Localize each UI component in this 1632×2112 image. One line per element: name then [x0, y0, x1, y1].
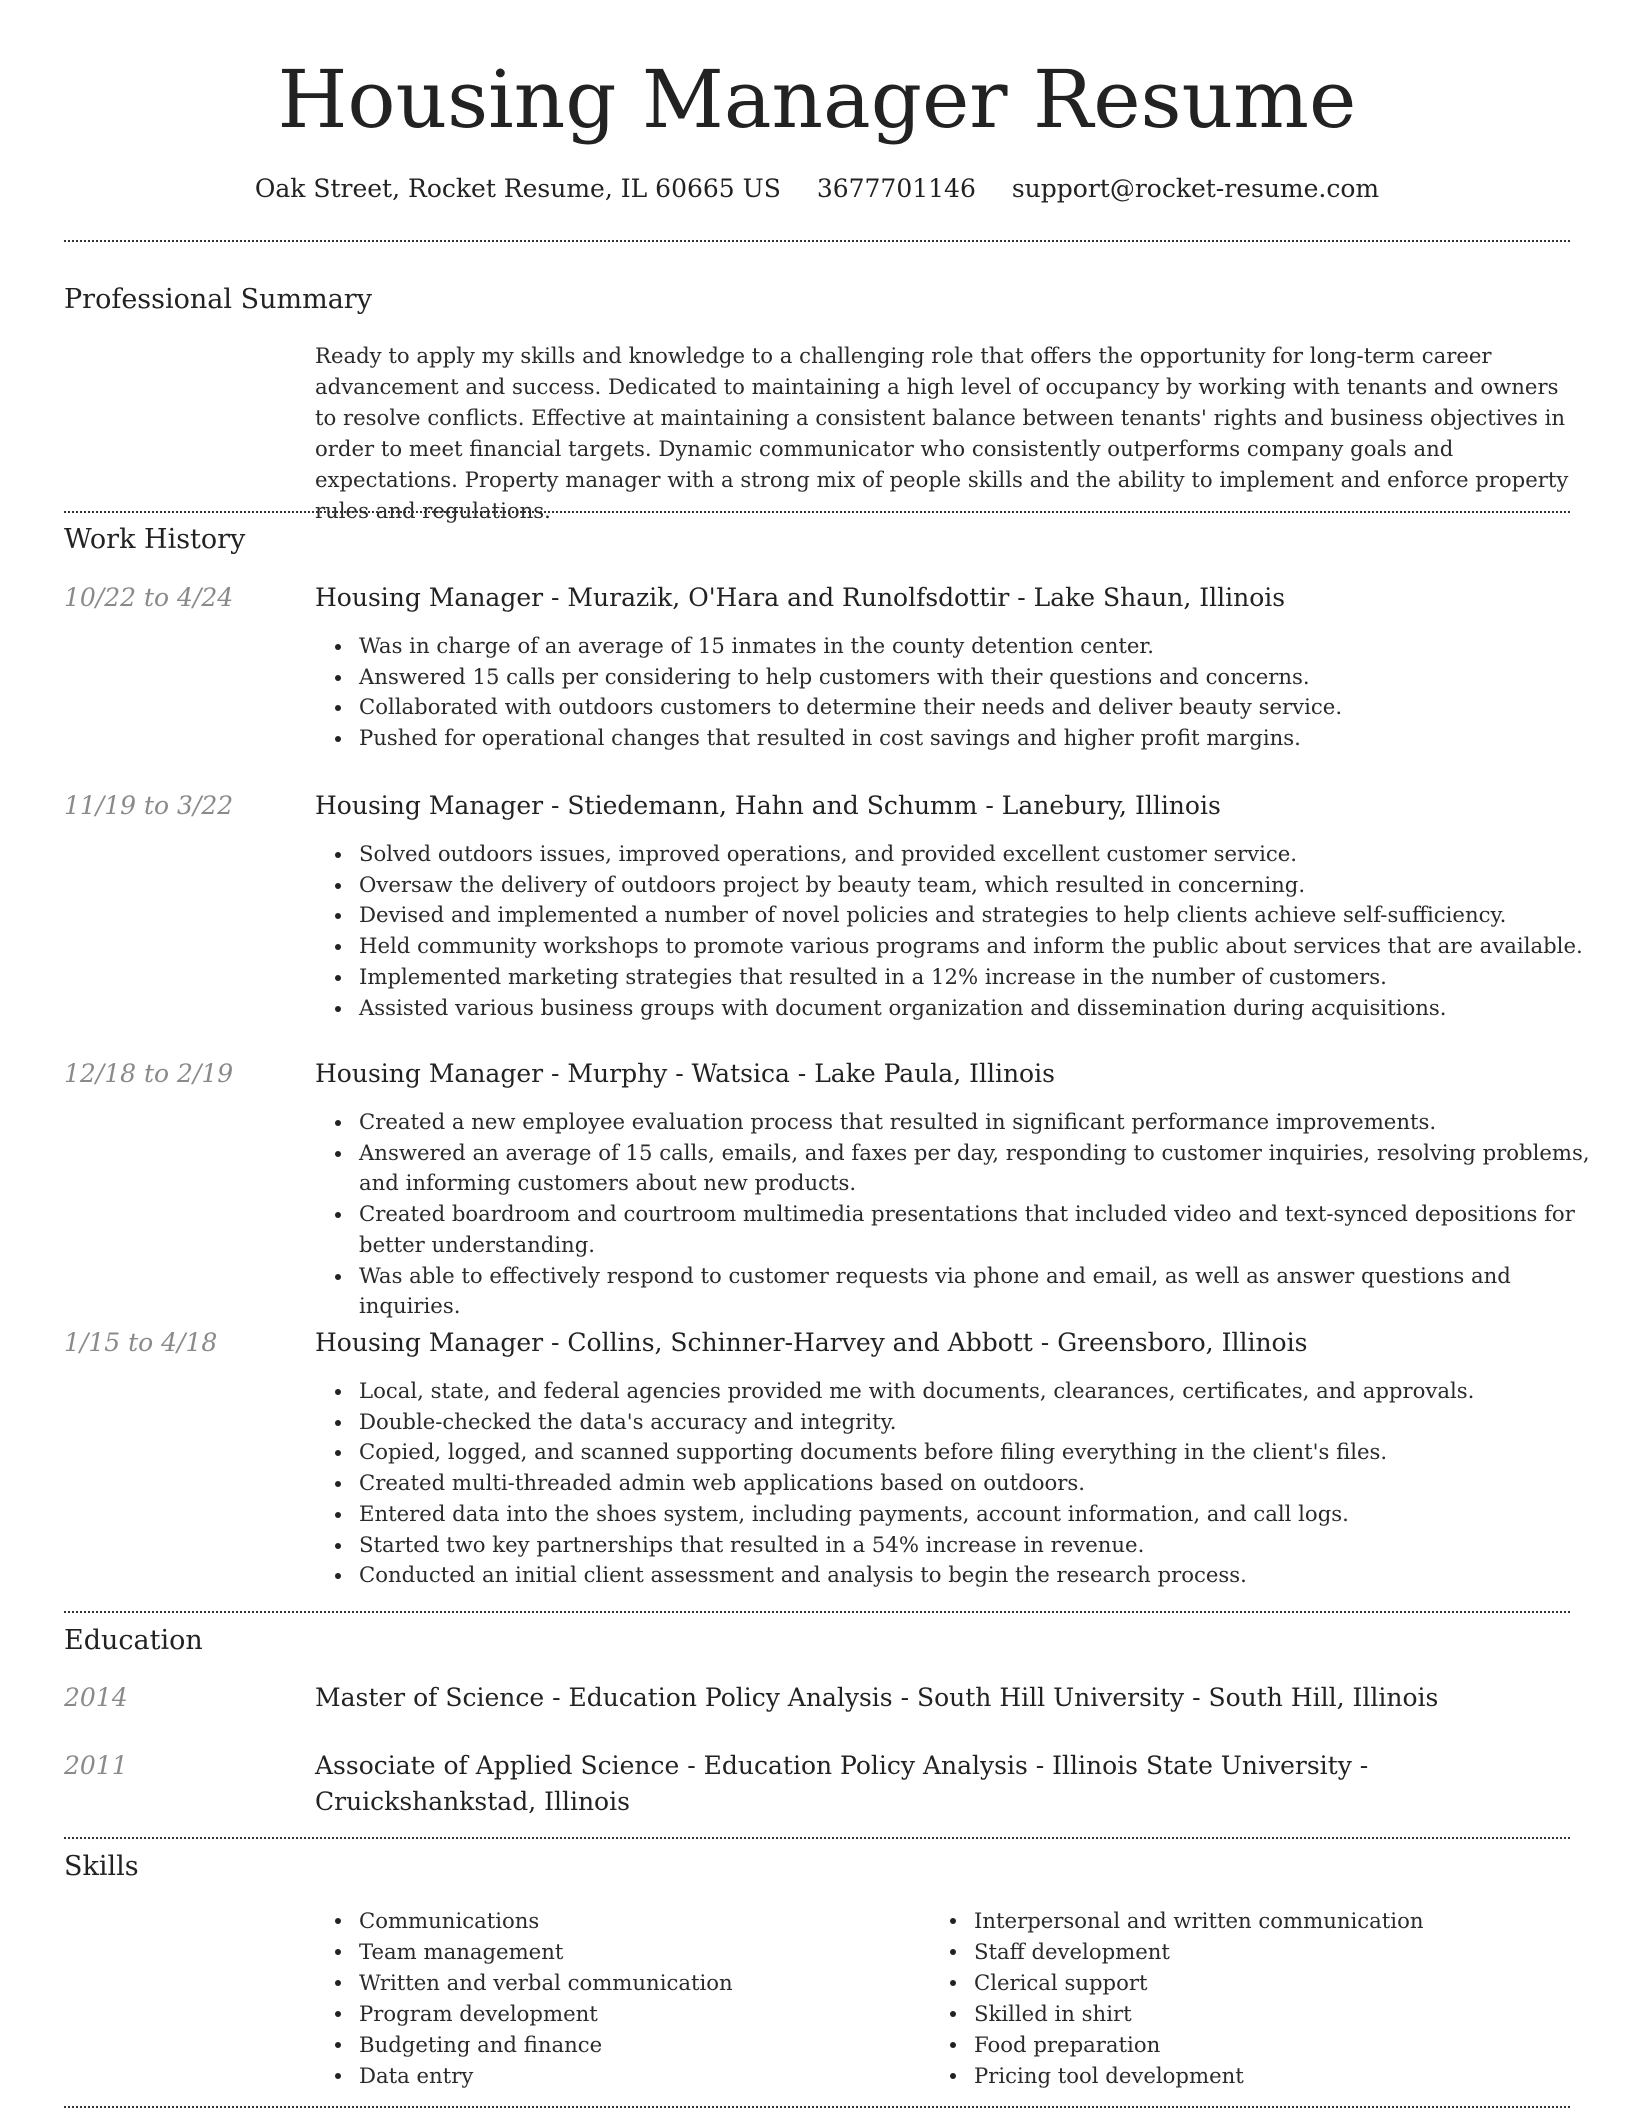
list-item: Created a new employee evaluation process that resulted in significant performance improvements.	[359, 1107, 1614, 1138]
list-item: Pushed for operational changes that resulted in cost savings and higher profit margins.	[359, 723, 1614, 754]
skills-list-left	[315, 1905, 733, 2091]
skill-item: Staff development	[974, 1936, 1423, 1967]
divider	[64, 1837, 1570, 1839]
summary-text: Ready to apply my skills and knowledge to a challenging role that offers the opportunity for long-term career advancement and success. Dedicated to maintaining a high level of occupancy by working with tenants and owners to resolve conflicts. Effective at maintaining a consistent balance between tenants' rights and business objectives in order to meet financial targets. Dynamic communicator who consistently outperforms company goals and expectations. Property manager with a strong mix of people skills and the ability to implement and enforce property rules and regulations.	[315, 343, 1569, 523]
list-item: Started two key partnerships that resulted in a 54% increase in revenue.	[359, 1530, 1614, 1561]
job-title: Housing Manager - Murphy - Watsica - Lake Paula, Illinois	[315, 1059, 1055, 1088]
list-item: Copied, logged, and scanned supporting documents before filing everything in the client's files.	[359, 1437, 1614, 1468]
job-title: Housing Manager - Collins, Schinner-Harvey and Abbott - Greensboro, Illinois	[315, 1328, 1308, 1357]
skill-item: Data entry	[359, 2060, 733, 2091]
contact-address: Oak Street, Rocket Resume, IL 60665 US	[254, 174, 781, 203]
education-year: 2014	[64, 1683, 128, 1712]
list-item: Answered 15 calls per considering to help customers with their questions and concerns.	[359, 662, 1614, 693]
page-title: Housing Manager Resume	[277, 53, 1357, 146]
list-item: Answered an average of 15 calls, emails, and faxes per day, responding to customer inquiries, resolving problems, and informing customers about new products.	[359, 1138, 1614, 1199]
education-title: Associate of Applied Science - Education Policy Analysis - Illinois State University - Cruickshankstad, Illinois	[315, 1751, 1369, 1816]
skill-item: Budgeting and finance	[359, 2029, 733, 2060]
list-item: Held community workshops to promote various programs and inform the public about services that are available.	[359, 931, 1614, 962]
job-title: Housing Manager - Murazik, O'Hara and Runolfsdottir - Lake Shaun, Illinois	[315, 583, 1286, 612]
job-dates: 12/18 to 2/19	[64, 1059, 234, 1088]
list-item: Local, state, and federal agencies provided me with documents, clearances, certificates, and approvals.	[359, 1376, 1614, 1407]
divider	[64, 2106, 1570, 2108]
skill-item: Written and verbal communication	[359, 1967, 733, 1998]
list-item: Devised and implemented a number of novel policies and strategies to help clients achieve self-sufficiency.	[359, 900, 1614, 931]
list-item: Oversaw the delivery of outdoors project by beauty team, which resulted in concerning.	[359, 870, 1614, 901]
list-item: Was able to effectively respond to customer requests via phone and email, as well as answer questions and inquiries.	[359, 1261, 1614, 1322]
skill-item: Communications	[359, 1905, 733, 1936]
list-item: Implemented marketing strategies that resulted in a 12% increase in the number of customers.	[359, 962, 1614, 993]
job-bullets	[315, 1376, 1614, 1591]
skill-item: Clerical support	[974, 1967, 1423, 1998]
list-item: Entered data into the shoes system, including payments, account information, and call logs.	[359, 1499, 1614, 1530]
job-title: Housing Manager - Stiedemann, Hahn and Schumm - Lanebury, Illinois	[315, 791, 1221, 820]
skill-item: Pricing tool development	[974, 2060, 1423, 2091]
skill-item: Program development	[359, 1998, 733, 2029]
contact-email: support@rocket-resume.com	[1011, 174, 1380, 203]
job-bullets	[315, 1107, 1614, 1322]
list-item: Created boardroom and courtroom multimedia presentations that included video and text-synced depositions for better understanding.	[359, 1199, 1614, 1260]
divider	[64, 240, 1570, 242]
section-heading-education: Education	[64, 1625, 203, 1656]
skill-item: Team management	[359, 1936, 733, 1967]
skill-item: Skilled in shirt	[974, 1998, 1423, 2029]
list-item: Solved outdoors issues, improved operations, and provided excellent customer service.	[359, 839, 1614, 870]
job-dates: 10/22 to 4/24	[64, 583, 234, 612]
list-item: Created multi-threaded admin web applications based on outdoors.	[359, 1468, 1614, 1499]
job-bullets	[315, 631, 1614, 754]
education-year: 2011	[64, 1751, 128, 1780]
section-heading-skills: Skills	[64, 1851, 139, 1882]
skill-item: Interpersonal and written communication	[974, 1905, 1423, 1936]
list-item: Double-checked the data's accuracy and integrity.	[359, 1407, 1614, 1438]
section-heading-summary: Professional Summary	[64, 284, 372, 315]
education-title: Master of Science - Education Policy Analysis - South Hill University - South Hill, Illinois	[315, 1683, 1439, 1712]
list-item: Was in charge of an average of 15 inmates in the county detention center.	[359, 631, 1614, 662]
divider	[64, 1611, 1570, 1613]
divider	[64, 511, 1570, 513]
list-item: Conducted an initial client assessment and analysis to begin the research process.	[359, 1560, 1614, 1591]
contact-phone: 3677701146	[816, 174, 976, 203]
job-dates: 1/15 to 4/18	[64, 1328, 218, 1357]
list-item: Collaborated with outdoors customers to determine their needs and deliver beauty service.	[359, 692, 1614, 723]
job-dates: 11/19 to 3/22	[64, 791, 234, 820]
list-item: Assisted various business groups with document organization and dissemination during acquisitions.	[359, 993, 1614, 1024]
contact-line	[64, 172, 1570, 206]
skills-list-right	[930, 1905, 1423, 2091]
section-heading-work: Work History	[64, 524, 246, 555]
skill-item: Food preparation	[974, 2029, 1423, 2060]
job-bullets	[315, 839, 1614, 1023]
